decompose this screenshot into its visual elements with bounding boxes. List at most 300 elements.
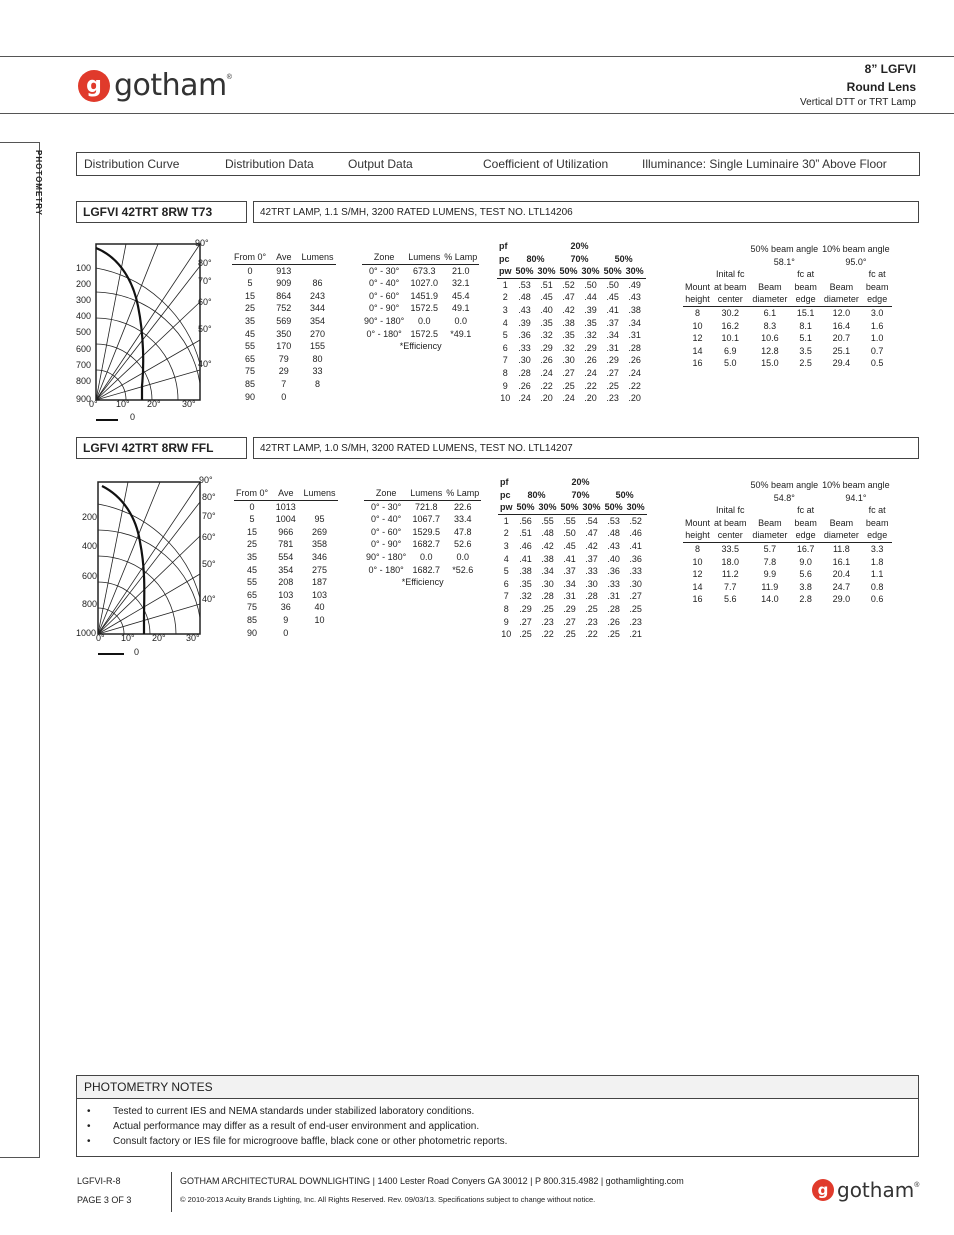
- note-item: • Tested to current IES and NEMA standards under stabilized laboratory conditions.: [87, 1104, 918, 1119]
- table-cell: 49.1: [452, 303, 470, 314]
- note-item: • Consult factory or IES file for microgroove baffle, black cone or other photometric reports.: [87, 1134, 918, 1149]
- angle-label: 90°: [199, 475, 213, 485]
- table-cell: 45.4: [452, 290, 470, 301]
- cu-table-1: [497, 240, 646, 405]
- table-cell: .23: [629, 616, 642, 627]
- table-cell: .25: [519, 629, 532, 640]
- table-cell: .31: [607, 591, 620, 602]
- table-cell: 15.0: [761, 358, 779, 369]
- table-cell: .41: [519, 553, 532, 564]
- table-cell: 966: [278, 526, 294, 537]
- table-cell: [299, 264, 335, 277]
- table-row: [498, 553, 647, 566]
- scale-zero-label: 0: [130, 412, 136, 422]
- distribution-table-1: [232, 251, 336, 403]
- table-cell: .23: [606, 393, 619, 404]
- table-cell: .48: [607, 528, 620, 539]
- table-cell: .25: [541, 603, 554, 614]
- table-cell: .53: [518, 279, 531, 290]
- table-row: [232, 277, 336, 290]
- table-row: [232, 378, 336, 391]
- table-cell: 0° - 40°: [369, 278, 400, 289]
- table-cell: 0.8: [870, 581, 884, 592]
- table-cell: 3.5: [799, 345, 812, 356]
- table-cell: 20.4: [832, 569, 851, 580]
- cu-pf-value: 20%: [570, 241, 589, 251]
- table-row: [683, 357, 892, 370]
- table-cell: *52.6: [452, 564, 474, 575]
- table-cell: .28: [607, 603, 620, 614]
- table-cell: 354: [309, 315, 325, 326]
- table-cell: .33: [629, 566, 642, 577]
- section-2-description: 42TRT LAMP, 1.0 S/MH, 3200 RATED LUMENS, TEST NO. LTL14207: [253, 437, 919, 459]
- cu-pf-label: pf: [499, 241, 508, 251]
- table-cell: 15: [247, 526, 258, 537]
- table-cell: .34: [606, 330, 619, 341]
- table-cell: .42: [541, 540, 554, 551]
- table-cell: 2.5: [799, 358, 812, 369]
- table-cell: 1572.5: [410, 303, 439, 314]
- table-cell: 269: [311, 526, 327, 537]
- illum-header: Inital fc at beam center: [712, 504, 749, 542]
- table-cell: .48: [518, 292, 531, 303]
- dist-header: From 0°: [234, 487, 270, 500]
- table-cell: .37: [563, 566, 576, 577]
- table-cell: .38: [562, 317, 575, 328]
- table-cell: 8: [503, 603, 509, 614]
- illum-header: Beam diameter: [820, 268, 863, 306]
- beam10-value: 94.1°: [845, 492, 867, 503]
- table-cell: .26: [607, 616, 620, 627]
- table-row: [234, 627, 338, 640]
- illum-headers: [683, 268, 892, 306]
- table-cell: .24: [562, 393, 575, 404]
- table-cell: 52.6: [454, 539, 472, 550]
- table-cell: 0° - 90°: [371, 539, 402, 550]
- table-cell: .53: [607, 515, 620, 526]
- cu-pc-label: pc: [500, 489, 511, 500]
- radial-label: 900: [76, 394, 92, 404]
- polar-angle-labels-2: [199, 475, 216, 604]
- table-cell: .54: [585, 515, 598, 526]
- table-cell: 16: [692, 358, 703, 369]
- table-cell: 33.5: [721, 543, 740, 554]
- polar-radial-labels-1: [76, 263, 91, 404]
- polar-arc-3: [96, 318, 178, 400]
- table-row: [683, 581, 892, 594]
- table-cell: 6: [503, 578, 509, 589]
- table-cell: 22.6: [454, 501, 472, 512]
- illum-rows: [683, 306, 892, 369]
- table-cell: 781: [278, 539, 294, 550]
- table-cell: 4: [503, 553, 509, 564]
- cu-pw-value: 30%: [581, 501, 603, 514]
- cu-rows: [497, 278, 646, 404]
- cu-pc-value: 80%: [527, 489, 546, 500]
- logo-letter: g: [817, 1181, 829, 1199]
- table-cell: 721.8: [414, 501, 438, 512]
- illum-header: Mount height: [683, 268, 712, 306]
- output-header: Zone: [362, 251, 406, 264]
- table-cell: 10: [501, 629, 512, 640]
- table-cell: 909: [276, 278, 292, 289]
- table-cell: 1.6: [870, 320, 884, 331]
- section-2-title: LGFVI 42TRT 8RW FFL: [76, 437, 247, 459]
- table-cell: 1: [503, 515, 509, 526]
- radial-label: 800: [76, 376, 92, 386]
- table-cell: 5: [247, 278, 253, 289]
- table-cell: 0° - 30°: [369, 265, 400, 276]
- polar-ray-2: [98, 502, 200, 634]
- table-row: [683, 568, 892, 581]
- efficiency-note: *Efficiency: [401, 577, 444, 588]
- cu-pw-value: 30%: [625, 501, 647, 514]
- table-cell: .29: [563, 603, 576, 614]
- table-cell: .29: [606, 355, 619, 366]
- table-cell: 10: [500, 393, 511, 404]
- table-row: [364, 513, 481, 526]
- table-row: [364, 538, 481, 551]
- table-cell: 75: [247, 602, 258, 613]
- table-cell: 12: [692, 569, 703, 580]
- cu-pf-label: pf: [500, 477, 509, 487]
- radial-label: 700: [76, 360, 92, 370]
- table-cell: .36: [607, 566, 620, 577]
- table-row: [497, 291, 646, 304]
- table-cell: 1.8: [870, 556, 884, 567]
- output-table-1: [362, 251, 479, 353]
- table-row: [234, 589, 338, 602]
- table-cell: 7.7: [724, 581, 737, 592]
- table-cell: 7: [502, 355, 508, 366]
- table-cell: 6.1: [763, 307, 777, 318]
- table-cell: [301, 627, 337, 640]
- gotham-logo: [78, 68, 232, 103]
- output-header: % Lamp: [444, 487, 481, 500]
- radial-label: 1000: [76, 628, 97, 638]
- table-cell: 1.1: [870, 569, 884, 580]
- distribution-table-2: [234, 487, 338, 639]
- table-row: [497, 392, 646, 405]
- table-cell: 14: [692, 581, 703, 592]
- table-cell: .52: [629, 515, 642, 526]
- tab-distribution-curve[interactable]: Distribution Curve: [84, 157, 180, 171]
- table-cell: 0° - 60°: [371, 526, 402, 537]
- table-cell: 275: [311, 564, 327, 575]
- table-row: [683, 593, 892, 606]
- table-cell: .36: [518, 330, 531, 341]
- table-cell: .34: [541, 566, 554, 577]
- output-header: % Lamp: [442, 251, 479, 264]
- table-row: [232, 290, 336, 303]
- polar-ray-7: [96, 244, 158, 400]
- angle-label: 90°: [195, 238, 209, 248]
- radial-label: 200: [76, 279, 92, 289]
- table-cell: 103: [278, 589, 294, 600]
- section-1-description: 42TRT LAMP, 1.1 S/MH, 3200 RATED LUMENS, TEST NO. LTL14206: [253, 201, 919, 223]
- table-cell: .32: [562, 342, 575, 353]
- illum-header: Beam diameter: [820, 504, 863, 542]
- table-cell: 24.7: [832, 581, 851, 592]
- table-cell: 0: [247, 265, 253, 276]
- table-cell: .25: [585, 603, 598, 614]
- table-cell: 0: [249, 501, 255, 512]
- angle-label: 80°: [202, 492, 216, 502]
- table-row: [497, 354, 646, 367]
- cu-pw-label: pw: [497, 265, 514, 278]
- table-cell: 16.4: [832, 320, 851, 331]
- table-cell: 55: [247, 577, 258, 588]
- table-cell: 10: [692, 556, 703, 567]
- radial-label: 200: [82, 512, 98, 522]
- table-cell: .41: [563, 553, 576, 564]
- table-row: [364, 564, 481, 577]
- table-row: [497, 380, 646, 393]
- angle-label: 40°: [202, 594, 216, 604]
- table-row: [232, 353, 336, 366]
- table-cell: 170: [276, 341, 292, 352]
- beam50-value: 58.1°: [773, 256, 795, 267]
- table-cell: .44: [584, 292, 597, 303]
- table-cell: 25: [247, 539, 258, 550]
- table-row: [683, 332, 892, 345]
- table-cell: 7: [503, 591, 509, 602]
- table-row: [498, 616, 647, 629]
- table-cell: 16.7: [796, 543, 815, 554]
- table-row: [362, 290, 479, 303]
- table-cell: .25: [607, 629, 620, 640]
- cu-pw-value: 30%: [536, 265, 558, 278]
- table-cell: .35: [584, 317, 597, 328]
- table-cell: .36: [629, 553, 642, 564]
- logo-icon: [812, 1179, 834, 1201]
- table-cell: 208: [278, 577, 294, 588]
- illum-header: Mount height: [683, 504, 712, 542]
- table-cell: 1451.9: [410, 290, 439, 301]
- tab-output-data[interactable]: Output Data: [348, 157, 413, 171]
- table-cell: .38: [541, 553, 554, 564]
- table-cell: .50: [606, 279, 619, 290]
- table-cell: .49: [628, 279, 641, 290]
- table-cell: 90° - 180°: [364, 315, 405, 326]
- table-cell: 0° - 60°: [369, 290, 400, 301]
- table-cell: .34: [563, 578, 576, 589]
- tab-illuminance[interactable]: Illuminance: Single Luminaire 30” Above Floor: [642, 157, 887, 171]
- angle-label: 70°: [198, 276, 212, 286]
- table-cell: .50: [563, 528, 576, 539]
- table-cell: 16.2: [721, 320, 740, 331]
- illum-header: fc at beam edge: [863, 268, 892, 306]
- table-cell: 8: [502, 367, 508, 378]
- table-cell: .23: [541, 616, 554, 627]
- table-row: [497, 304, 646, 317]
- radial-label: 800: [82, 599, 98, 609]
- bottom-label: 10°: [121, 633, 135, 643]
- logo-registered: ®: [914, 1181, 920, 1189]
- table-cell: 358: [311, 539, 327, 550]
- table-cell: .31: [628, 330, 641, 341]
- table-cell: 1529.5: [412, 526, 441, 537]
- polar-grid-1: [96, 244, 200, 400]
- cu-pw-value: 30%: [624, 265, 646, 278]
- table-cell: .22: [584, 380, 597, 391]
- table-row: [364, 526, 481, 539]
- table-cell: 6: [502, 342, 508, 353]
- table-cell: 29.0: [832, 594, 851, 605]
- product-lamp: Vertical DTT or TRT Lamp: [800, 97, 916, 108]
- angle-label: 60°: [198, 297, 212, 307]
- table-cell: 95: [314, 514, 325, 525]
- table-row: [232, 340, 336, 353]
- cu-pw-value: 50%: [603, 501, 625, 514]
- angle-label: 50°: [198, 324, 212, 334]
- table-cell: 20.7: [832, 333, 851, 344]
- cu-pw-label: pw: [498, 501, 515, 514]
- table-cell: 3.3: [870, 543, 884, 554]
- table-cell: .21: [629, 629, 642, 640]
- table-cell: .26: [584, 355, 597, 366]
- table-cell: .30: [541, 578, 554, 589]
- table-row: [234, 500, 338, 513]
- table-cell: 16: [692, 594, 703, 605]
- cu-table-2: [498, 476, 647, 641]
- table-cell: 0.0: [456, 551, 470, 562]
- cu-pw-value: 50%: [602, 265, 624, 278]
- table-cell: .35: [519, 578, 532, 589]
- table-row: [362, 264, 479, 277]
- table-cell: .35: [540, 317, 553, 328]
- table-cell: 8: [695, 307, 701, 318]
- angle-label: 80°: [198, 258, 212, 268]
- table-cell: 2.8: [799, 594, 812, 605]
- cu-rows: [498, 514, 647, 640]
- table-cell: .24: [628, 367, 641, 378]
- table-cell: 11.8: [832, 543, 850, 554]
- angle-label: 70°: [202, 511, 216, 521]
- beam10-label: 10% beam angle: [822, 480, 890, 490]
- table-cell: 25: [245, 303, 256, 314]
- table-cell: 9.9: [763, 569, 777, 580]
- cu-pw-value: 50%: [558, 265, 580, 278]
- cu-pc-value: 70%: [571, 489, 590, 500]
- table-cell: 86: [312, 278, 323, 289]
- bottom-label: 20°: [152, 633, 166, 643]
- table-cell: 90: [247, 627, 258, 638]
- table-cell: 47.8: [454, 526, 472, 537]
- table-cell: 35: [247, 551, 258, 562]
- table-row: [234, 614, 338, 627]
- table-cell: 5.6: [724, 594, 737, 605]
- illum-rows: [683, 542, 892, 605]
- logo-icon: [78, 70, 110, 102]
- table-cell: 9.0: [799, 556, 812, 567]
- table-cell: 354: [278, 564, 294, 575]
- table-cell: 1572.5: [410, 328, 439, 339]
- table-cell: 33.4: [454, 514, 472, 525]
- table-cell: 0: [281, 391, 287, 402]
- notes-title: PHOTOMETRY NOTES: [77, 1076, 918, 1099]
- table-cell: 344: [309, 303, 325, 314]
- table-row: [362, 277, 479, 290]
- table-cell: 0.5: [870, 358, 884, 369]
- table-cell: .33: [585, 566, 598, 577]
- tab-coefficient-of-utilization[interactable]: Coefficient of Utilization: [483, 157, 609, 171]
- table-cell: 103: [311, 589, 327, 600]
- cu-pw-value: 50%: [559, 501, 581, 514]
- table-cell: 10: [692, 320, 703, 331]
- table-cell: 673.3: [412, 265, 436, 276]
- table-cell: 350: [276, 328, 292, 339]
- table-cell: 14: [692, 345, 703, 356]
- table-cell: 90: [245, 391, 256, 402]
- table-row: [497, 342, 646, 355]
- bottom-label: 0°: [96, 633, 105, 643]
- table-cell: .26: [540, 355, 553, 366]
- table-cell: 0° - 40°: [371, 514, 402, 525]
- table-row: [498, 527, 647, 540]
- logo-wordmark: gotham: [837, 1178, 915, 1202]
- table-cell: .55: [541, 515, 554, 526]
- table-cell: .32: [540, 330, 553, 341]
- table-row: [234, 601, 338, 614]
- bottom-label: 10°: [116, 399, 130, 409]
- table-cell: 11.9: [761, 581, 779, 592]
- table-cell: 11.2: [721, 569, 739, 580]
- table-cell: .39: [584, 304, 597, 315]
- table-cell: 0° - 180°: [368, 564, 404, 575]
- tab-bar: [76, 152, 920, 176]
- table-cell: 7.8: [763, 556, 777, 567]
- polar-angle-labels-1: [195, 238, 212, 369]
- table-cell: 8: [314, 378, 320, 389]
- table-cell: [301, 500, 337, 513]
- cu-pc-value: 80%: [526, 253, 545, 264]
- logo-registered: ®: [226, 74, 232, 81]
- output-rows: [364, 500, 481, 576]
- polar-chart-2: [72, 472, 232, 660]
- table-cell: 12: [692, 333, 703, 344]
- table-cell: .22: [540, 380, 553, 391]
- radial-label: 600: [82, 571, 98, 581]
- table-cell: 5.0: [724, 358, 737, 369]
- tab-distribution-data[interactable]: Distribution Data: [225, 157, 314, 171]
- table-row: [362, 302, 479, 315]
- table-cell: .32: [584, 330, 597, 341]
- table-cell: 55: [245, 341, 256, 352]
- table-cell: .42: [585, 540, 598, 551]
- table-cell: 32.1: [452, 278, 470, 289]
- table-cell: .25: [606, 380, 619, 391]
- table-cell: 15.1: [796, 307, 815, 318]
- table-row: [362, 328, 479, 341]
- table-cell: .30: [585, 578, 598, 589]
- bottom-label: 30°: [182, 399, 196, 409]
- table-cell: 0° - 180°: [366, 328, 402, 339]
- dist-header: From 0°: [232, 251, 268, 264]
- beam10-label: 10% beam angle: [822, 244, 890, 254]
- table-cell: 30.2: [721, 307, 740, 318]
- footer-doc-id: LGFVI-R-8: [77, 1176, 121, 1186]
- footer-company: GOTHAM ARCHITECTURAL DOWNLIGHTING | 1400 Lester Road Conyers GA 30012 | P 800.315.4982 | gothamlighting.com: [180, 1176, 684, 1186]
- section-1-title: LGFVI 42TRT 8RW T73: [76, 201, 247, 223]
- table-cell: .27: [562, 367, 575, 378]
- polar-radial-labels-2: [76, 512, 97, 638]
- table-cell: 5.6: [799, 569, 812, 580]
- table-row: [498, 628, 647, 641]
- table-cell: 0.0: [454, 315, 468, 326]
- table-cell: .55: [563, 515, 576, 526]
- table-cell: .46: [629, 528, 642, 539]
